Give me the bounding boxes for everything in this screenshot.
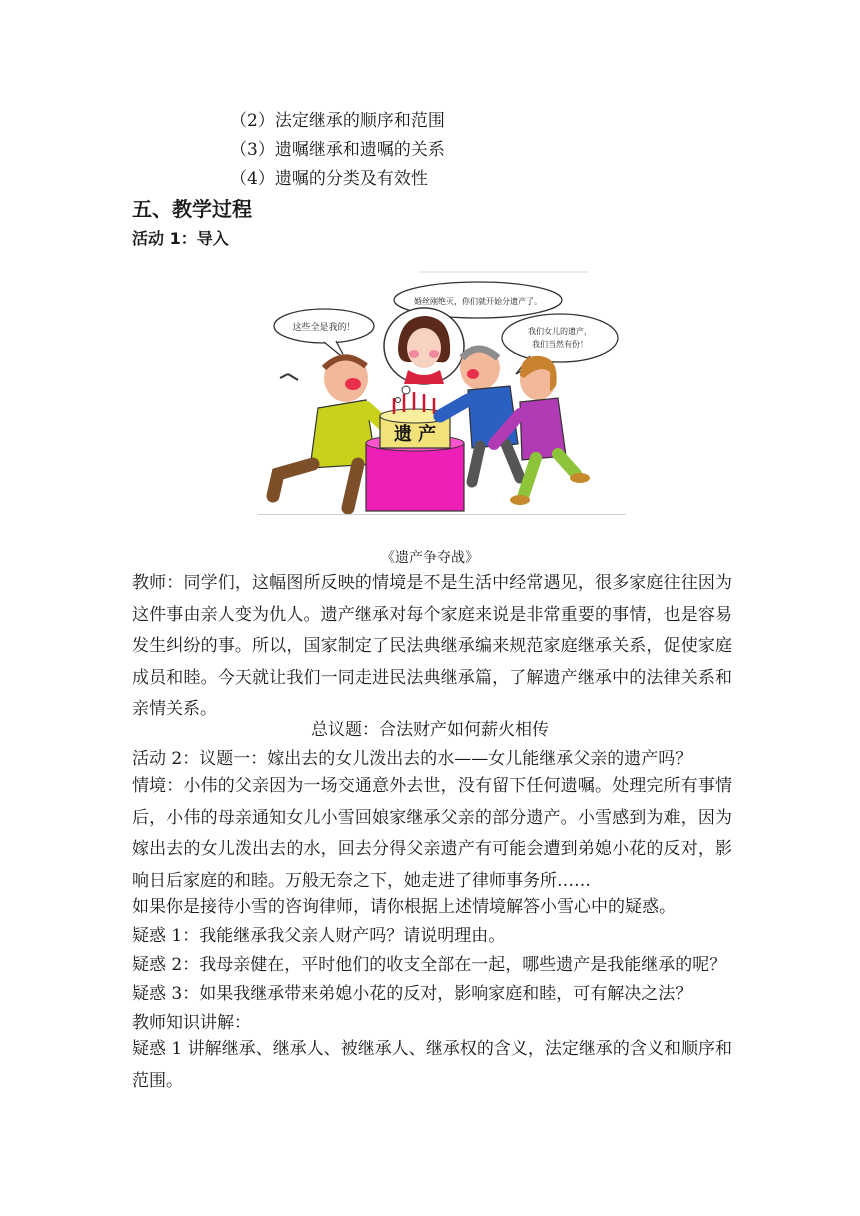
figure-divider [258, 514, 626, 515]
bubble-right-text-1: 我们女儿的遗产， [528, 327, 592, 336]
figure-caption: 《遗产争夺战》 [381, 550, 479, 566]
explanation-paragraph: 疑惑 1 讲解继承、继承人、被继承人、继承权的含义，法定继承的含义和顺序和范围。 [132, 1039, 732, 1091]
bubble-top-text: 婚丝刚绝灭，你们就开始分遗产了。 [414, 297, 542, 306]
bubble-right-text-2: 我们当然有份！ [532, 340, 588, 349]
main-topic: 总议题：合法财产如何薪火相传 [311, 720, 549, 740]
list-item-3: （3）遗嘱继承和遗嘱的关系 [230, 140, 445, 160]
scenario-paragraph: 情境：小伟的父亲因为一场交通意外去世，没有留下任何遗嘱。处理完所有事情后，小伟的母亲通知女儿小雪回娘家继承父亲的部分遗产。小雪感到为难，因为嫁出去的女儿泼出去的水，回去分得父亲遗产有可能会遭到弟媳小花的反对，影响日后家庭的和睦。万般无奈之下，她走进了律师事务所…… [132, 776, 732, 891]
list-item-4: （4）遗嘱的分类及有效性 [230, 169, 428, 189]
doubt-2: 疑惑 2：我母亲健在，平时他们的收支全部在一起，哪些遗产是我能继承的呢？ [132, 955, 727, 975]
teacher-intro-paragraph: 教师：同学们，这幅图所反映的情境是不是生活中经常遇见，很多家庭往往因为这件事由亲人变为仇人。遗产继承对每个家庭来说是非常重要的事情，也是容易发生纠纷的事。所以，国家制定了民法典继承编来规范家庭继承关系，促使家庭成员和睦。今天就让我们一同走进民法典继承篇，了解遗产继承中的法律关系和亲情关系。 [132, 573, 732, 719]
activity1-title: 活动 1：导入 [132, 229, 229, 248]
list-item-2: （2）法定继承的顺序和范围 [230, 111, 445, 131]
doubt-1: 疑惑 1：我能继承我父亲人财产吗？请说明理由。 [132, 926, 506, 946]
task-line: 如果你是接待小雪的咨询律师，请你根据上述情境解答小雪心中的疑惑。 [132, 897, 676, 917]
section-heading: 五、教学过程 [132, 197, 252, 221]
activity2-title: 活动 2：议题一：嫁出去的女儿泼出去的水——女儿能继承父亲的遗产吗？ [132, 749, 693, 769]
cartoon-illustration [258, 268, 628, 518]
teacher-explain-label: 教师知识讲解： [132, 1013, 251, 1033]
bubble-left-text: 这些全是我的！ [292, 323, 356, 333]
cake-label: 遗 产 [393, 424, 437, 445]
inheritance-cartoon [258, 268, 628, 518]
doubt-3: 疑惑 3：如果我继承带来弟媳小花的反对，影响家庭和睦，可有解决之法？ [132, 984, 693, 1004]
